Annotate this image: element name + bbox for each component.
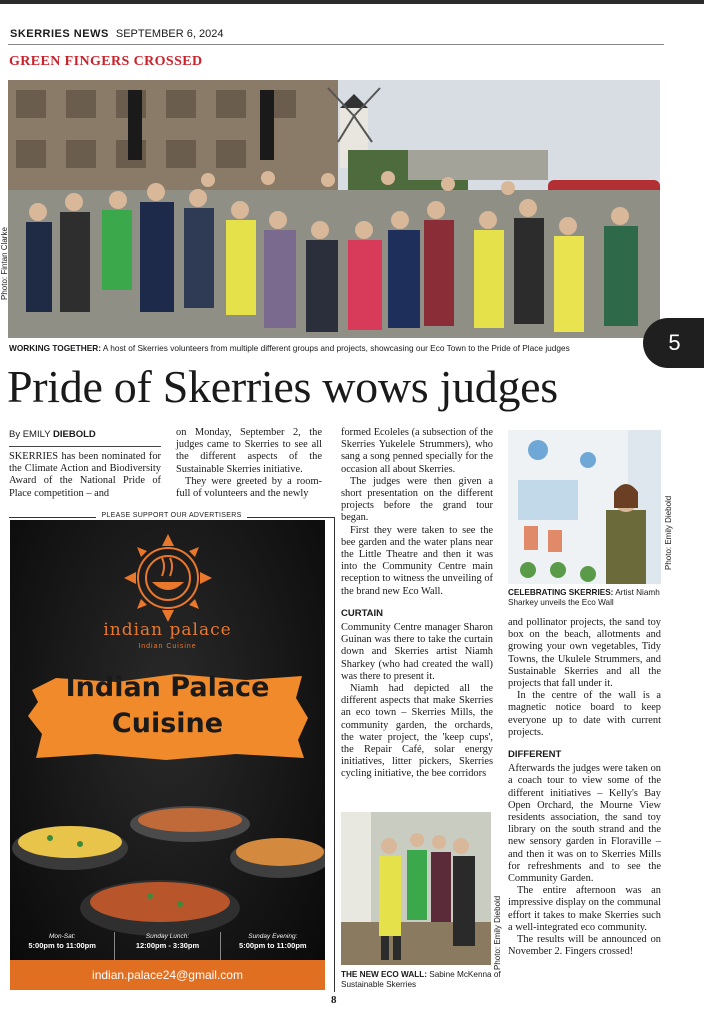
masthead-brand: SKERRIES NEWS bbox=[10, 28, 109, 40]
col3-paragraph-3: First they were taken to see the bee garden and the water plans near the Little Theatre and then it was into the Community Centre main reception to witness the unveiling of the brand new Eco Wall. bbox=[341, 524, 493, 597]
advertisers-label: PLEASE SUPPORT OUR ADVERTISERS bbox=[96, 512, 246, 519]
top-border bbox=[0, 0, 704, 4]
caption-top-lead: WORKING TOGETHER: bbox=[9, 343, 102, 353]
col3-paragraph-5: Niamh had depicted all the different aspects that make Skerries an eco town – Skerries Mills, the community garden, the orchards, the water project, the 'keep cups', the Repair Café, solar energy initiatives, litter pickers, Skerries cycling initiative, the bee corridors bbox=[341, 683, 493, 780]
ad-brand-subtitle: Indian Cuisine bbox=[138, 643, 197, 650]
hours-day: Sunday Lunch: bbox=[145, 933, 190, 940]
article-column-2 bbox=[176, 427, 322, 500]
byline-prefix: By EMILY bbox=[9, 429, 53, 440]
subhead-different: DIFFERENT bbox=[508, 749, 562, 761]
col4-paragraph-2: In the centre of the wall is a magnetic notice board to keep everyone up to date with current projects. bbox=[508, 690, 661, 738]
photo-credit-eco-wall: Photo: Emily Diebold bbox=[664, 495, 673, 570]
hours-day: Sunday Evening: bbox=[248, 933, 298, 940]
article-column-4 bbox=[508, 617, 661, 958]
hours-time: 5:00pm to 11:00pm bbox=[28, 941, 96, 950]
ad-brand: indian palace bbox=[103, 620, 232, 640]
col2-paragraph-2: They were greeted by a room-full of volunteers and the newly bbox=[176, 475, 322, 500]
caption-eco-wall bbox=[508, 588, 668, 608]
masthead-rule bbox=[8, 44, 664, 45]
col3-paragraph-4: Community Centre manager Sharon Guinan was there to take the curtain down and Skerries artist Niamh Sharkey (who had created the wall) was there to present it. bbox=[341, 622, 493, 682]
col3-paragraph-2: The judges were then given a short presentation on the different projects before the grand tour began. bbox=[341, 475, 493, 524]
article-column-3 bbox=[341, 427, 493, 781]
headline: Pride of Skerries wows judges bbox=[7, 361, 558, 412]
hours-time: 12:00pm - 3:30pm bbox=[135, 941, 200, 950]
masthead bbox=[10, 28, 223, 40]
byline bbox=[9, 429, 96, 440]
ad-title-line-2: Cuisine bbox=[111, 708, 224, 739]
col1-paragraph-1: SKERRIES has been nominated for the Climate Action and Biodiversity Award of the National Pride of Place competition – and bbox=[9, 451, 161, 499]
eco-wall-photo bbox=[508, 430, 661, 584]
masthead-date: SEPTEMBER 6, 2024 bbox=[115, 28, 224, 40]
hours-time: 5:00pm to 11:00pm bbox=[239, 941, 307, 950]
hours-sunday-evening bbox=[220, 932, 325, 960]
photo-credit-sabine: Photo: Emily Diebold bbox=[493, 895, 502, 970]
article-column-1 bbox=[9, 451, 161, 500]
photo-credit-top: Photo: Fintan Clarke bbox=[0, 227, 9, 300]
caption-eco-wall-lead: CELEBRATING SKERRIES: bbox=[508, 588, 614, 597]
caption-top-text: A host of Skerries volunteers from multiple different groups and projects, showcasing our Eco Town to the Pride of Place judges bbox=[101, 343, 570, 353]
hours-mon-sat bbox=[10, 932, 114, 960]
sabine-photo bbox=[341, 812, 491, 965]
col4-paragraph-3: Afterwards the judges were taken on a coach tour to view some of the different initiatives – Kelly's Bay Open Orchard, the Mourne View residents association, the sand toy library on the south strand and the new sensory garden in Floraville – and then it was on to Skerries Mills for refreshments and to see the Community Garden. bbox=[508, 763, 661, 885]
indian-palace-advert bbox=[10, 520, 325, 990]
byline-rule bbox=[9, 446, 161, 447]
restaurant-logo-icon bbox=[122, 532, 214, 624]
ad-title-line-1: Indian Palace bbox=[65, 672, 270, 703]
caption-sabine-text: Sabine McKenna of Sustainable Skerries bbox=[341, 970, 501, 989]
col4-paragraph-1: and pollinator projects, the sand toy box on the beach, allotments and growing your own vegetables, Tidy Towns, the Ukulele Strummers, and Sustainable Skerries and all the projects that fall under it. bbox=[508, 617, 661, 690]
subhead-curtain: CURTAIN bbox=[341, 607, 384, 619]
group-photo-illustration bbox=[8, 80, 660, 338]
sabine-photo-illustration bbox=[341, 812, 491, 965]
byline-surname: DIEBOLD bbox=[53, 429, 96, 440]
caption-top bbox=[9, 343, 659, 353]
col3-paragraph-1: formed Ecoleles (a subsection of the Skerries Yukelele Strummers), who sang a song penned specially for the occasion all about Skerries. bbox=[341, 427, 493, 475]
col2-paragraph-1: on Monday, September 2, the judges came to Skerries to see all the different aspects of the Sustainable Skerries initiative. bbox=[176, 427, 322, 475]
col4-paragraph-5: The results will be announced on November 2. Fingers crossed! bbox=[508, 934, 661, 958]
caption-sabine bbox=[341, 970, 501, 990]
group-photo bbox=[8, 80, 660, 338]
advertisers-side-rule bbox=[334, 517, 335, 992]
section-title: GREEN FINGERS CROSSED bbox=[9, 54, 203, 69]
page-number: 8 bbox=[331, 994, 337, 1006]
eco-wall-illustration bbox=[508, 430, 661, 584]
caption-sabine-lead: THE NEW ECO WALL: bbox=[341, 970, 427, 979]
hours-day: Mon-Sat: bbox=[48, 933, 76, 940]
hours-sunday-lunch bbox=[114, 932, 219, 960]
caption-eco-wall-text: Artist Niamh Sharkey unveils the Eco Wall bbox=[508, 588, 660, 607]
opening-hours bbox=[10, 932, 325, 960]
ad-email: indian.palace24@gmail.com bbox=[10, 960, 325, 990]
food-dishes-illustration bbox=[10, 798, 325, 948]
page-tab: 5 bbox=[643, 318, 704, 368]
col4-paragraph-4: The entire afternoon was an impressive display on the communal effort it takes to make Skerries such a well-integrated eco community. bbox=[508, 885, 661, 933]
